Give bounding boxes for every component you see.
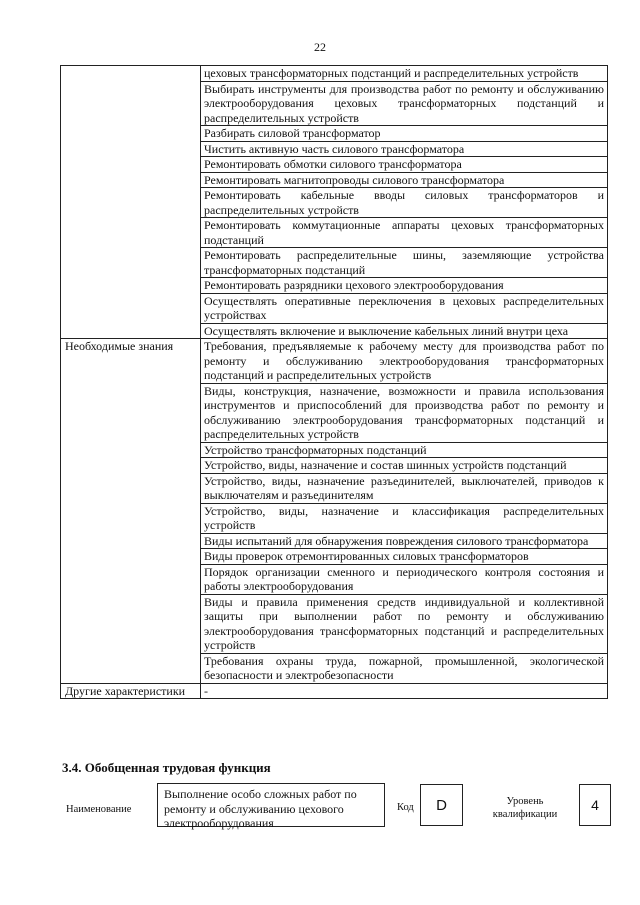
function-name-label: Наименование (66, 804, 132, 815)
row-label (61, 81, 201, 126)
row-label: Необходимые знания (61, 339, 201, 384)
row-label (61, 293, 201, 323)
row-text: Виды, конструкция, назначение, возможности и правила использования инструментов и приспособлений для производства работ по ремонту и обслуживанию электрооборудования трансформаторных подстанций и распределительных устройств (201, 383, 608, 442)
row-text: Устройство, виды, назначение и состав шинных устройств подстанций (201, 458, 608, 474)
labor-function-table (60, 65, 608, 699)
row-label (61, 594, 201, 653)
row-label: Другие характеристики (61, 683, 201, 699)
table-row (61, 549, 608, 565)
table-row (61, 458, 608, 474)
row-label (61, 653, 201, 683)
row-label (61, 66, 201, 82)
table-row (61, 323, 608, 339)
row-label (61, 549, 201, 565)
row-label (61, 323, 201, 339)
table-row (61, 442, 608, 458)
qualification-level-label: Уровень квалификации (492, 796, 558, 820)
table-row (61, 126, 608, 142)
table-row (61, 188, 608, 218)
row-text: Ремонтировать кабельные вводы силовых трансформаторов и распределительных устройств (201, 188, 608, 218)
table-row (61, 594, 608, 653)
table-row (61, 473, 608, 503)
table-row (61, 503, 608, 533)
row-text: Устройство трансформаторных подстанций (201, 442, 608, 458)
table-row (61, 383, 608, 442)
row-text: Устройство, виды, назначение разъединителей, выключателей, приводов к выключателям и разъединителям (201, 473, 608, 503)
row-label (61, 126, 201, 142)
section-heading: 3.4. Обобщенная трудовая функция (62, 760, 271, 775)
table-row (61, 339, 608, 384)
function-code-label: Код (397, 802, 414, 813)
row-label (61, 564, 201, 594)
row-text: Требования охраны труда, пожарной, промышленной, экологической безопасности и электробезопасности (201, 653, 608, 683)
row-text: Выбирать инструменты для производства работ по ремонту и обслуживанию электрооборудования цеховых трансформаторных подстанций и распределительных устройств (201, 81, 608, 126)
page-number: 22 (314, 40, 326, 54)
row-text: Виды и правила применения средств индивидуальной и коллективной защиты при выполнении работ по ремонту и обслуживанию электрооборудования трансформаторных подстанций и распределительных устройств (201, 594, 608, 653)
row-label (61, 383, 201, 442)
row-text: Требования, предъявляемые к рабочему месту для производства работ по ремонту и обслуживанию электрооборудования трансформаторных подстанций и распределительных устройств (201, 339, 608, 384)
row-text: Осуществлять включение и выключение кабельных линий внутри цеха (201, 323, 608, 339)
table-row (61, 653, 608, 683)
row-label (61, 141, 201, 157)
table-row (61, 81, 608, 126)
table-row (61, 683, 608, 699)
function-code-value: D (420, 784, 463, 826)
row-label (61, 188, 201, 218)
row-text: Ремонтировать разрядники цехового электрооборудования (201, 278, 608, 294)
table-row (61, 157, 608, 173)
row-text: Ремонтировать магнитопроводы силового трансформатора (201, 172, 608, 188)
table-row (61, 293, 608, 323)
row-label (61, 533, 201, 549)
row-label (61, 503, 201, 533)
row-text: Виды испытаний для обнаружения повреждения силового трансформатора (201, 533, 608, 549)
row-label (61, 218, 201, 248)
row-text: цеховых трансформаторных подстанций и распределительных устройств (201, 66, 608, 82)
row-label (61, 458, 201, 474)
table-row (61, 218, 608, 248)
table-row (61, 533, 608, 549)
row-text: Ремонтировать распределительные шины, заземляющие устройства трансформаторных подстанций (201, 248, 608, 278)
row-text: Виды проверок отремонтированных силовых трансформаторов (201, 549, 608, 565)
function-name-value: Выполнение особо сложных работ по ремонту и обслуживанию цехового электрооборудования (157, 783, 385, 827)
qualification-level-value: 4 (579, 784, 611, 826)
row-text: Разбирать силовой трансформатор (201, 126, 608, 142)
table-row (61, 141, 608, 157)
table-row (61, 66, 608, 82)
row-text: - (201, 683, 608, 699)
table-row (61, 278, 608, 294)
row-label (61, 473, 201, 503)
table-row (61, 172, 608, 188)
row-text: Устройство, виды, назначение и классификация распределительных устройств (201, 503, 608, 533)
row-text: Осуществлять оперативные переключения в цеховых распределительных устройствах (201, 293, 608, 323)
table-row (61, 248, 608, 278)
row-label (61, 172, 201, 188)
row-label (61, 157, 201, 173)
row-label (61, 442, 201, 458)
row-label (61, 278, 201, 294)
table-row (61, 564, 608, 594)
row-text: Чистить активную часть силового трансформатора (201, 141, 608, 157)
row-text: Порядок организации сменного и периодического контроля состояния и работы электрооборудования (201, 564, 608, 594)
row-text: Ремонтировать коммутационные аппараты цеховых трансформаторных подстанций (201, 218, 608, 248)
row-text: Ремонтировать обмотки силового трансформатора (201, 157, 608, 173)
row-label (61, 248, 201, 278)
